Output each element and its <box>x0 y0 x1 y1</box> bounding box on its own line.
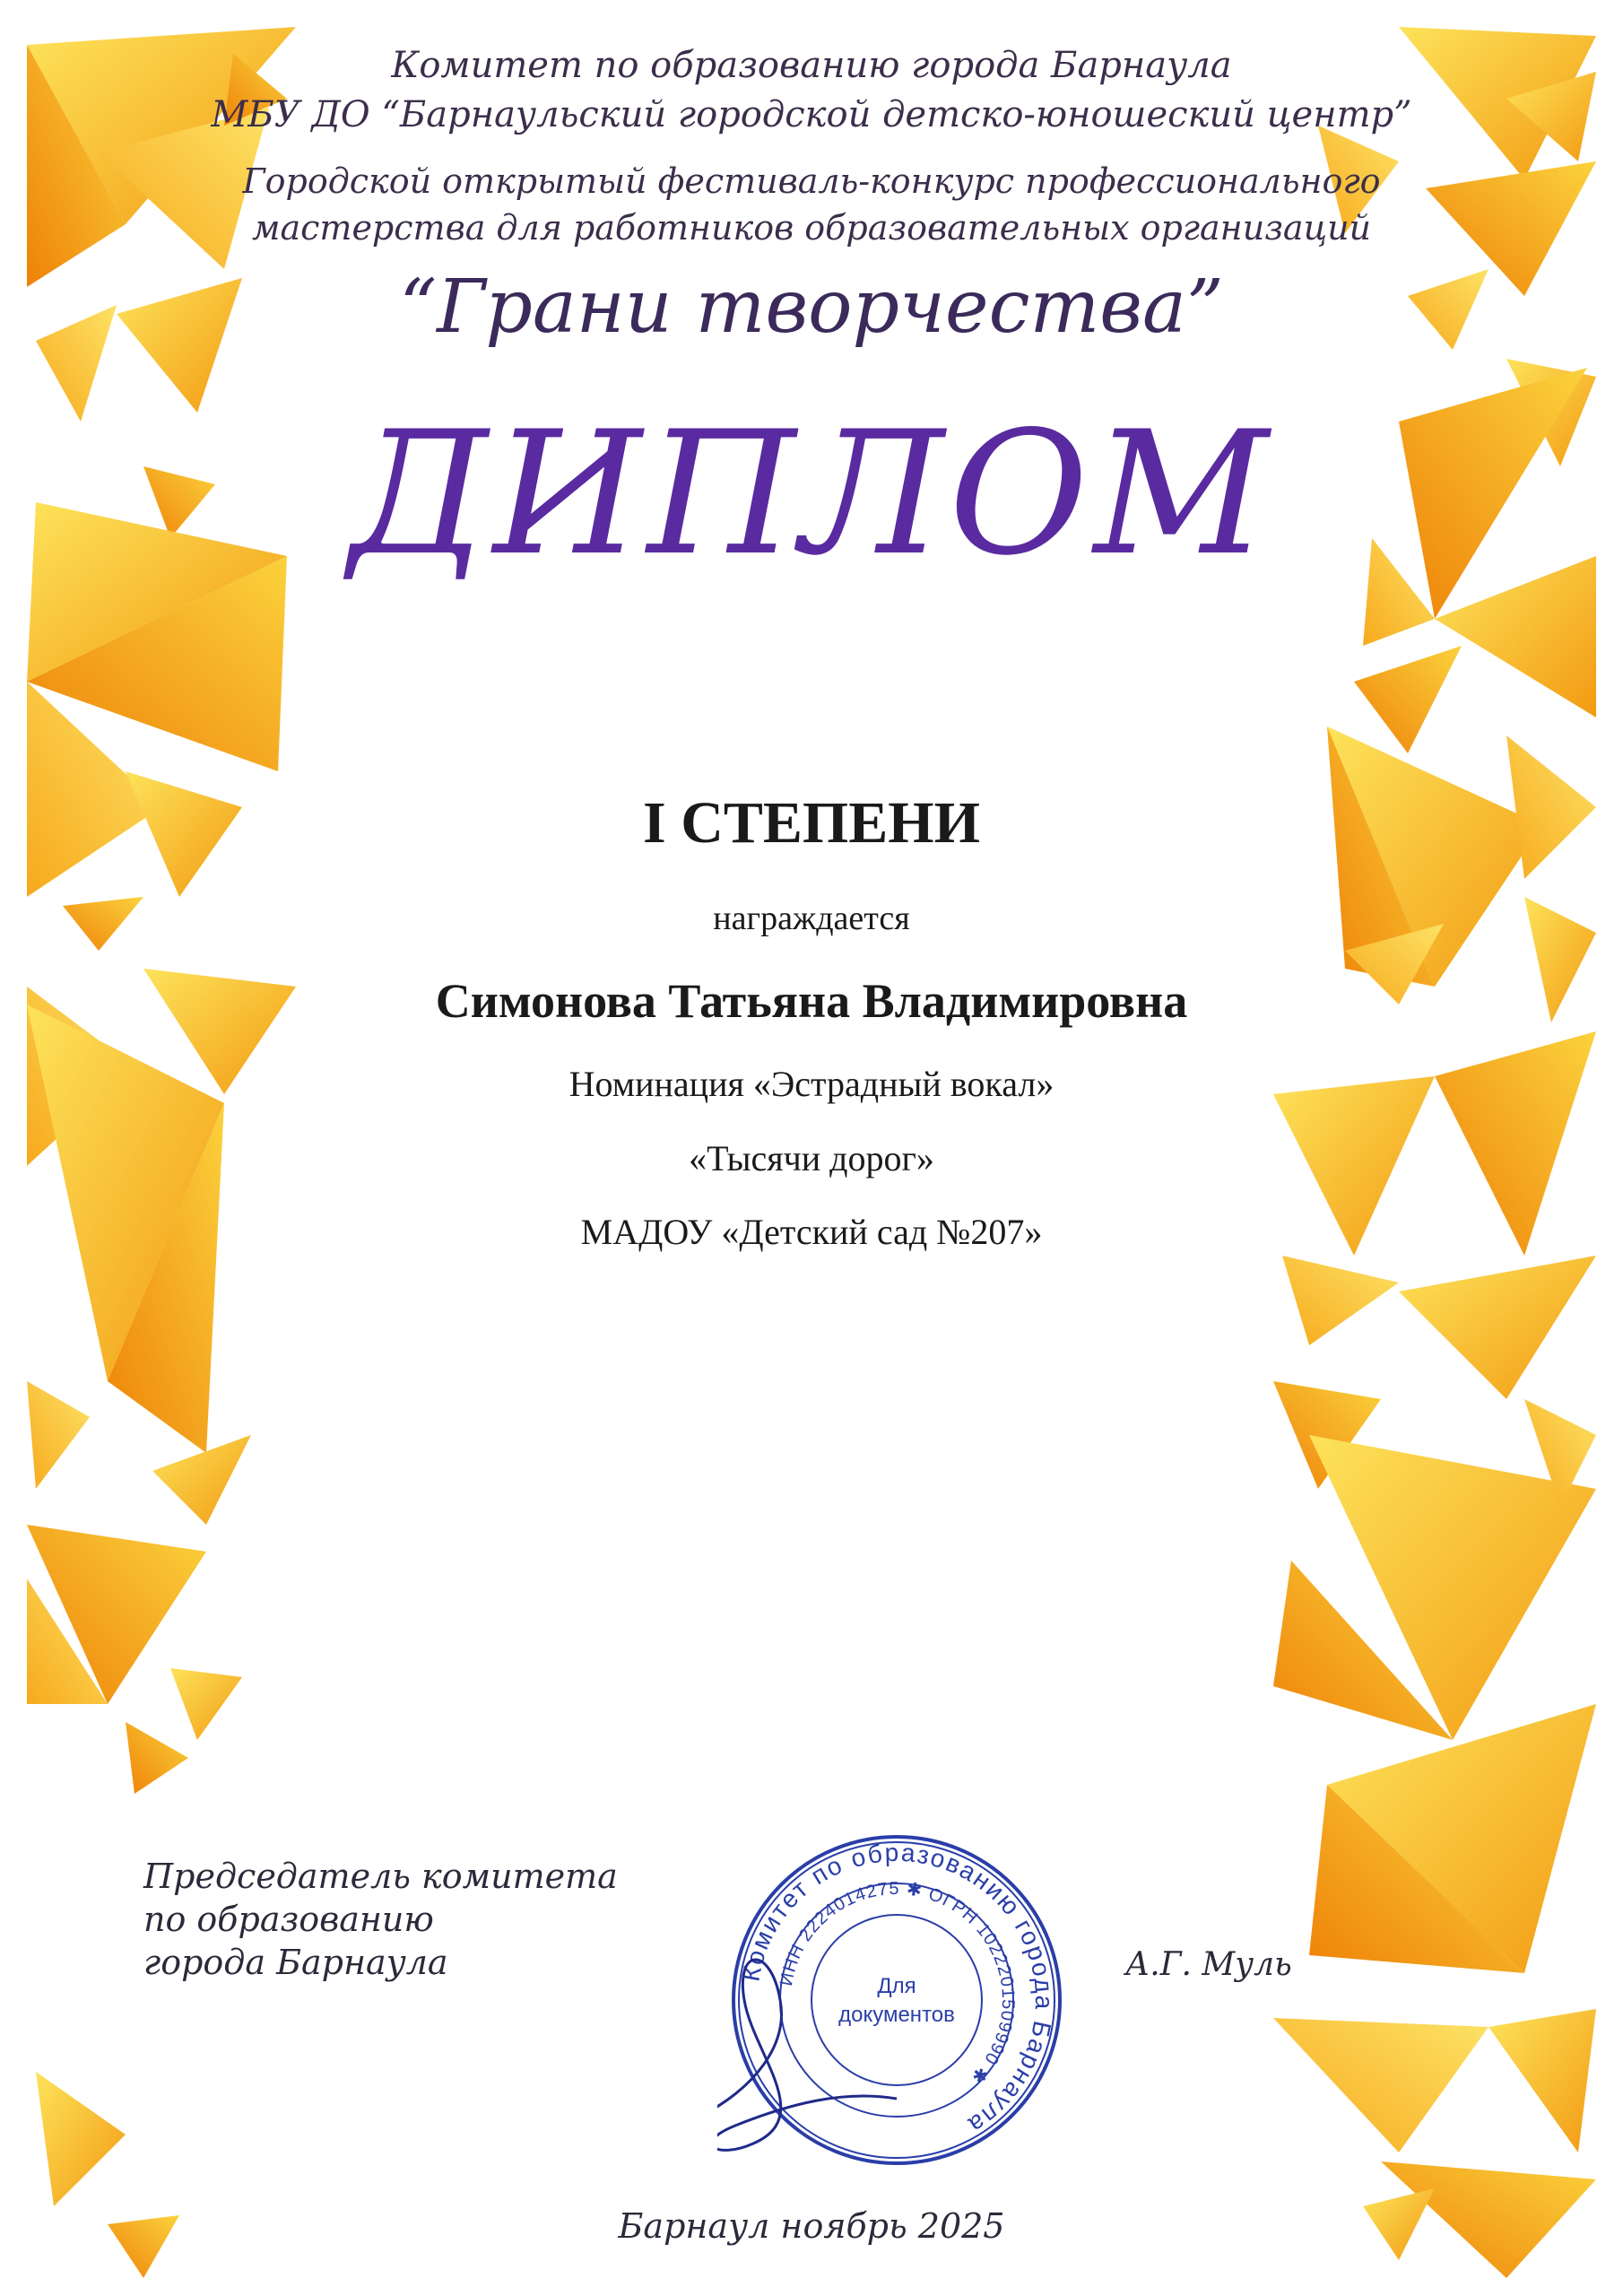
seal-inner-text: ИНН 2224014275 ✱ ОГРН 1022201509990 ✱ <box>776 1878 1019 2088</box>
festival-description-line2: мастерства для работников образовательных организаций <box>251 208 1372 248</box>
signatory-position <box>143 1855 618 1984</box>
awarded-label: награждается <box>713 900 910 937</box>
committee-name: Комитет по образованию города Барнаула <box>391 45 1232 86</box>
signatory-position-line2: по образованию <box>143 1900 434 1939</box>
place-and-date: Барнаул ноябрь 2025 <box>618 2206 1005 2246</box>
festival-description-line1: Городской открытый фестиваль-конкурс профессионального <box>242 161 1381 201</box>
festival-title: “Грани творчества” <box>399 265 1224 350</box>
signatory-position-line3: города Барнаула <box>143 1943 448 1982</box>
seal-center-line1: Для <box>877 1974 916 1998</box>
official-seal <box>717 1821 1076 2179</box>
work-title: «Тысячи дорог» <box>689 1138 934 1178</box>
signatory-name: А.Г. Муль <box>1125 1946 1292 1983</box>
nomination: Номинация «Эстрадный вокал» <box>568 1064 1055 1104</box>
diploma-title: ДИПЛОМ <box>349 395 1274 593</box>
seal-center-line2: документов <box>838 2003 955 2027</box>
recipient-organization: МАДОУ «Детский сад №207» <box>580 1212 1043 1252</box>
bottom-left-triangles <box>36 2072 179 2278</box>
seal-outer-text: Комитет по образованию города Барнаула <box>736 1838 1059 2141</box>
diploma-degree: I СТЕПЕНИ <box>643 790 980 856</box>
recipient-name: Симонова Татьяна Владимировна <box>435 974 1188 1028</box>
signatory-position-line1: Председатель комитета <box>143 1857 618 1896</box>
center-name: МБУ ДО “Барнаульский городской детско-юношеский центр” <box>211 94 1412 135</box>
